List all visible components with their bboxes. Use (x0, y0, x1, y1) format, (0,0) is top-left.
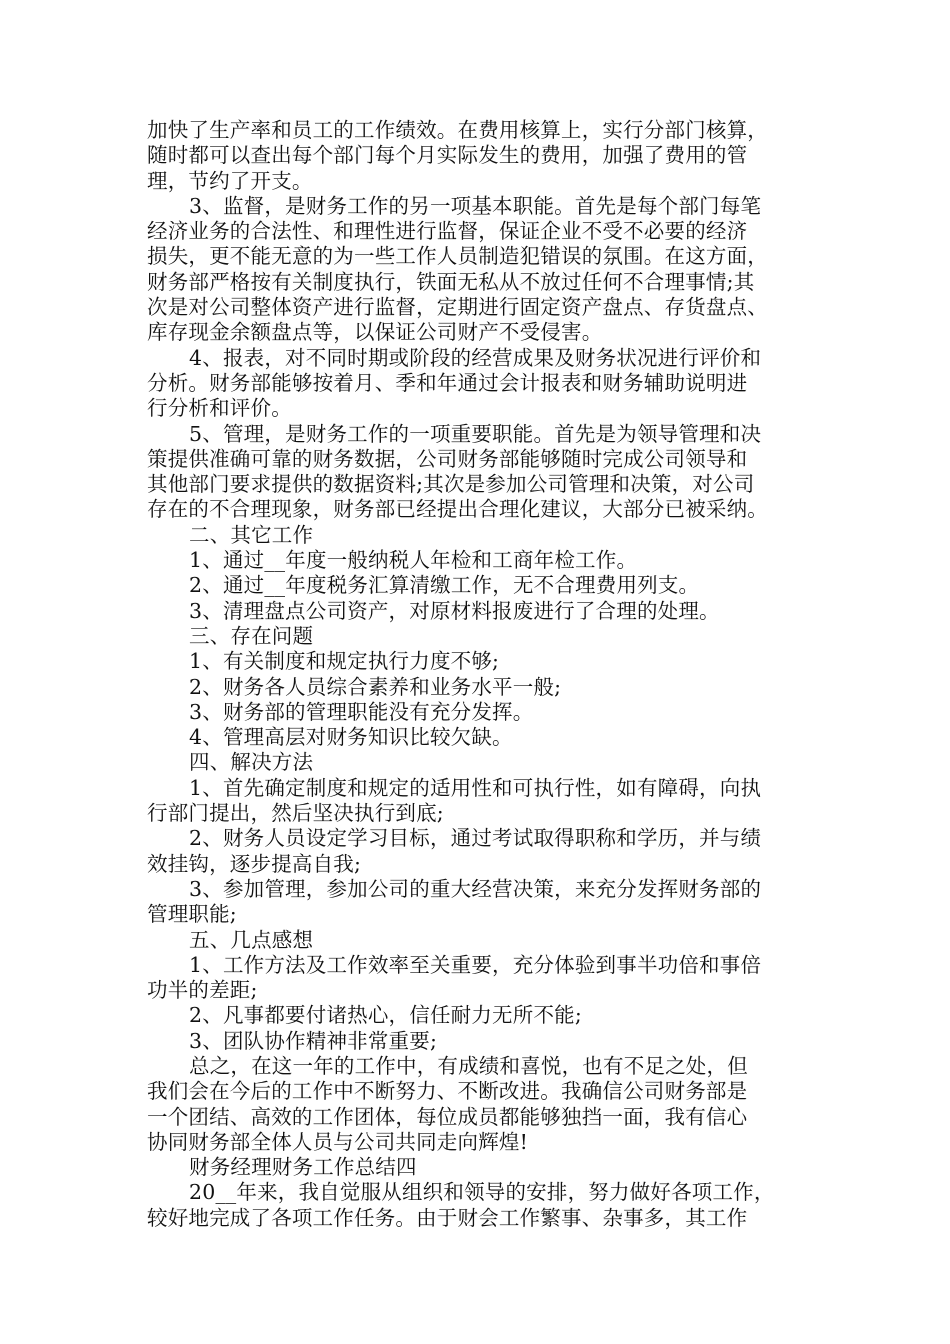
text-line: 财务经理财务工作总结四 (189, 1155, 417, 1180)
text-line: 财务部严格按有关制度执行，铁面无私从不放过任何不合理事情;其 (147, 269, 755, 294)
text-line: 20__年来，我自觉服从组织和领导的安排，努力做好各项工作， (189, 1180, 775, 1205)
text-line: 其他部门要求提供的数据资料;其次是参加公司管理和决策，对公司 (147, 472, 755, 497)
text-line: 3、团队协作精神非常重要; (189, 1028, 438, 1053)
text-line: 2、凡事都要付诸热心，信任耐力无所不能; (189, 1003, 582, 1028)
text-line: 理，节约了开支。 (147, 168, 313, 193)
text-line: 3、参加管理，参加公司的重大经营决策，来充分发挥财务部的 (189, 876, 762, 901)
text-line: 5、管理，是财务工作的一项重要职能。首先是为领导管理和决 (189, 421, 762, 446)
text-line: 随时都可以查出每个部门每个月实际发生的费用，加强了费用的管 (147, 143, 748, 168)
text-line: 行分析和评价。 (147, 396, 292, 421)
text-line: 二、其它工作 (189, 522, 314, 547)
text-line: 1、有关制度和规定执行力度不够; (189, 649, 500, 674)
text-line: 行部门提出，然后坚决执行到底; (147, 801, 444, 826)
text-line: 加快了生产率和员工的工作绩效。在费用核算上，实行分部门核算， (147, 118, 768, 142)
text-line: 我们会在今后的工作中不断努力、不断改进。我确信公司财务部是 (147, 1079, 748, 1104)
text-line: 分析。财务部能够按着月、季和年通过会计报表和财务辅助说明进 (147, 370, 748, 395)
text-line: 2、财务各人员综合素养和业务水平一般; (189, 674, 562, 699)
text-line: 3、监督，是财务工作的另一项基本职能。首先是每个部门每笔 (189, 193, 762, 218)
text-line: 2、财务人员设定学习目标，通过考试取得职称和学历，并与绩 (189, 826, 762, 851)
text-line: 效挂钩，逐步提高自我; (147, 851, 362, 876)
text-line: 1、工作方法及工作效率至关重要，充分体验到事半功倍和事倍 (189, 952, 762, 977)
text-line: 损失，更不能无意的为一些工作人员制造犯错误的氛围。在这方面， (147, 244, 768, 269)
text-line: 五、几点感想 (189, 927, 314, 952)
text-line: 存在的不合理现象，财务部已经提出合理化建议，大部分已被采纳。 (147, 497, 768, 522)
text-line: 管理职能; (147, 902, 237, 927)
text-line: 策提供准确可靠的财务数据，公司财务部能够随时完成公司领导和 (147, 446, 748, 471)
text-line: 2、通过__年度税务汇算清缴工作，无不合理费用列支。 (189, 573, 700, 598)
text-line: 总之，在这一年的工作中，有成绩和喜悦，也有不足之处，但 (189, 1053, 748, 1078)
text-line: 协同财务部全体人员与公司共同走向辉煌! (147, 1129, 529, 1154)
text-line: 1、首先确定制度和规定的适用性和可执行性，如有障碍，向执 (189, 775, 762, 800)
text-line: 4、报表，对不同时期或阶段的经营成果及财务状况进行评价和 (189, 345, 762, 370)
text-line: 功半的差距; (147, 978, 258, 1003)
text-line: 1、通过__年度一般纳税人年检和工商年检工作。 (189, 548, 638, 573)
text-line: 四、解决方法 (189, 750, 314, 775)
text-line: 一个团结、高效的工作团体，每位成员都能够独挡一面，我有信心 (147, 1104, 748, 1129)
text-line: 较好地完成了各项工作任务。由于财会工作繁事、杂事多，其工作 (147, 1205, 748, 1230)
text-line: 4、管理高层对财务知识比较欠缺。 (189, 725, 513, 750)
text-line: 3、清理盘点公司资产，对原材料报废进行了合理的处理。 (189, 598, 720, 623)
document-body (147, 118, 823, 1231)
text-line: 库存现金余额盘点等，以保证公司财产不受侵害。 (147, 320, 603, 345)
text-line: 三、存在问题 (189, 623, 314, 648)
text-line: 经济业务的合法性、和理性进行监督，保证企业不受不必要的经济 (147, 219, 748, 244)
text-line: 3、财务部的管理职能没有充分发挥。 (189, 699, 534, 724)
text-line: 次是对公司整体资产进行监督，定期进行固定资产盘点、存货盘点、 (147, 295, 768, 320)
